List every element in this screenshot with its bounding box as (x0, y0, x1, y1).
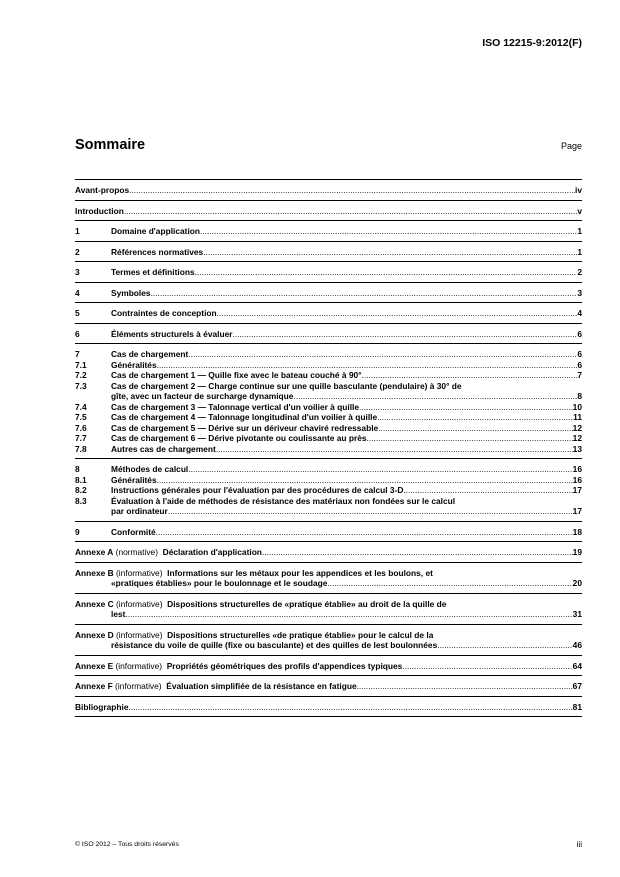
toc-entry-section-8[interactable] (75, 464, 582, 475)
toc-entry-text: Autres cas de chargement (111, 443, 216, 454)
toc-entry-page: 16 (572, 464, 582, 474)
toc-entry-text: Déclaration d'application (162, 547, 262, 557)
toc-entry-annex-d[interactable] (75, 630, 582, 651)
separator (75, 241, 582, 242)
toc-entry-section-2[interactable] (75, 247, 582, 258)
toc-entry-annex-a[interactable] (75, 547, 582, 558)
separator (75, 562, 582, 563)
toc-entry-text-line-2: lest (111, 609, 126, 619)
toc-entry-number: 1 (75, 226, 80, 236)
toc-entry-number: 4 (75, 287, 80, 298)
annex-label: Annexe C (75, 598, 114, 609)
toc-entry-number: 8.2 (75, 485, 87, 495)
separator (75, 655, 582, 656)
toc-entry-section-7-1[interactable] (75, 360, 582, 371)
annex-kind: (informative) (115, 567, 163, 578)
toc-entry-section-8-1[interactable] (75, 475, 582, 486)
annex-label: Annexe D (75, 629, 114, 640)
toc-entry-section-6[interactable] (75, 329, 582, 340)
separator (75, 282, 582, 283)
toc-entry-annex-b[interactable] (75, 568, 582, 589)
toc-entry-text: Contraintes de conception (111, 308, 217, 318)
toc-entry-number: 7.1 (75, 359, 87, 370)
toc-entry-text-line-2: par ordinateur (111, 506, 168, 516)
separator (75, 323, 582, 324)
separator (75, 302, 582, 303)
toc-entry-number: 7.2 (75, 370, 87, 380)
toc-entry-text: Instructions générales pour l'évaluation par des procédures de calcul 3-D (111, 485, 404, 495)
toc-entry-page: 2 (577, 267, 582, 277)
separator (75, 200, 582, 201)
toc-entry-page: 16 (572, 474, 582, 485)
toc-entry-page: 1 (577, 246, 582, 257)
toc-entry-page: 12 (572, 422, 582, 433)
toc-entry-text: Conformité (111, 526, 156, 537)
document-id: ISO 12215-9:2012(F) (482, 37, 582, 49)
toc-entry-section-7[interactable] (75, 349, 582, 360)
toc-entry-number: 3 (75, 267, 80, 277)
toc-entry-page: 8 (577, 391, 582, 401)
toc-entry-section-7-8[interactable] (75, 444, 582, 455)
toc-entry-page: 10 (572, 401, 582, 412)
toc-entry-text: Symboles (111, 287, 151, 298)
toc-entry-page: 64 (572, 660, 582, 671)
toc-entry-section-4[interactable] (75, 288, 582, 299)
annex-label: Annexe A (75, 547, 114, 557)
toc-entry-section-3[interactable] (75, 267, 582, 278)
toc-entry-text: Évaluation simplifiée de la résistance en fatigue (166, 681, 357, 691)
toc-entry-text: Domaine d'application (111, 226, 201, 236)
toc-entry-page: 6 (577, 349, 582, 359)
toc-entry-text-line-1: Cas de chargement 2 — Charge continue sur une quille basculante (pendulaire) à 30° de (111, 380, 462, 391)
toc-entry-text: Bibliographie (75, 701, 129, 712)
toc-entry-number: 7 (75, 349, 80, 359)
toc-entry-text-line-1: Dispositions structurelles «de pratique établie» pour le calcul de la (167, 629, 434, 640)
toc-entry-annex-f[interactable] (75, 681, 582, 692)
toc-entry-text-line-1: Dispositions structurelles de «pratique établie» au droit de la quille de (167, 598, 447, 609)
annex-label: Annexe E (75, 660, 114, 671)
toc-entry-text: Cas de chargement 6 — Dérive pivotante ou coulissante au près (111, 433, 367, 443)
toc-entry-number: 7.6 (75, 422, 87, 433)
toc-entry-page: 31 (572, 609, 582, 619)
page-title: Sommaire (75, 137, 146, 153)
toc-entry-section-7-2[interactable] (75, 370, 582, 381)
toc-entry-page: 17 (572, 506, 582, 516)
toc-entry-page: 46 (572, 640, 582, 650)
separator (75, 541, 582, 542)
toc-entry-text-line-2: «pratiques établies» pour le boulonnage et le soudage (111, 578, 328, 588)
toc-entry-number: 7.8 (75, 443, 87, 454)
toc-entry-page: 11 (573, 412, 582, 422)
toc-entry-text: Méthodes de calcul (111, 464, 189, 474)
toc-entry-page: 20 (572, 578, 582, 588)
toc-entry-introduction[interactable] (75, 206, 582, 217)
annex-kind: (normative) (115, 547, 159, 557)
toc-entry-text: Termes et définitions (111, 267, 195, 277)
separator (75, 624, 582, 625)
separator (75, 220, 582, 221)
toc-entry-page: iv (575, 185, 582, 195)
toc-entry-number: 7.7 (75, 433, 87, 443)
toc-entry-number: 7.3 (75, 380, 87, 391)
toc-entry-text: Cas de chargement 4 — Talonnage longitudinal d'un voilier à quille (111, 412, 378, 422)
toc-entry-page: v (577, 205, 582, 216)
annex-kind: (informative) (115, 681, 162, 691)
toc-entry-page: 4 (577, 308, 582, 318)
footer-copyright: © ISO 2012 – Tous droits réservés (75, 841, 179, 848)
separator (75, 716, 582, 717)
toc-entry-text-line-1: Évaluation à l'aide de méthodes de résistance des matériaux non fondées sur le calcul (111, 495, 456, 506)
toc-entry-number: 6 (75, 328, 80, 339)
toc-entry-section-8-2[interactable] (75, 485, 582, 496)
toc-entry-page: 12 (572, 433, 582, 443)
toc-entry-number: 8.3 (75, 495, 87, 506)
separator (75, 261, 582, 262)
table-of-contents (75, 175, 582, 722)
toc-entry-section-1[interactable] (75, 226, 582, 237)
toc-entry-text: Avant-propos (75, 185, 130, 195)
toc-entry-number: 9 (75, 526, 80, 537)
toc-entry-number: 5 (75, 308, 80, 318)
footer-page-number: iii (576, 840, 582, 849)
toc-entry-section-7-5[interactable] (75, 412, 582, 423)
toc-entry-page: 3 (577, 287, 582, 298)
toc-entry-section-7-6[interactable] (75, 423, 582, 434)
toc-entry-annex-e[interactable] (75, 661, 582, 672)
toc-entry-annex-c[interactable] (75, 599, 582, 620)
toc-entry-page: 13 (572, 443, 582, 454)
toc-entry-text: Introduction (75, 205, 124, 216)
toc-entry-text: Éléments structurels à évaluer (111, 328, 233, 339)
separator (75, 521, 582, 522)
toc-entry-section-7-7[interactable] (75, 433, 582, 444)
toc-entry-number: 8 (75, 464, 80, 474)
toc-entry-text: Cas de chargement 3 — Talonnage vertical d'un voilier à quille (111, 401, 360, 412)
annex-label: Annexe F (75, 681, 113, 691)
toc-entry-page: 19 (572, 547, 582, 557)
toc-entry-section-7-3[interactable] (75, 381, 582, 402)
toc-entry-text: Cas de chargement (111, 349, 189, 359)
toc-entry-text: Généralités (111, 359, 157, 370)
toc-entry-number: 7.5 (75, 412, 87, 422)
separator (75, 675, 582, 676)
toc-entry-page: 6 (577, 328, 582, 339)
toc-entry-page: 17 (572, 485, 582, 495)
toc-entry-text: Propriétés géométriques des profils d'appendices typiques (166, 660, 403, 671)
toc-entry-number: 8.1 (75, 474, 87, 485)
toc-entry-text-line-1: Informations sur les métaux pour les appendices et les boulons, et (167, 567, 433, 578)
toc-entry-section-5[interactable] (75, 308, 582, 319)
toc-entry-number: 2 (75, 246, 80, 257)
separator (75, 343, 582, 344)
toc-entry-page: 18 (572, 526, 582, 537)
separator (75, 696, 582, 697)
toc-entry-page: 6 (577, 359, 582, 370)
toc-entry-section-8-3[interactable] (75, 496, 582, 517)
annex-kind: (informative) (115, 598, 163, 609)
page-column-label: Page (560, 141, 582, 151)
toc-entry-page: 7 (577, 370, 582, 380)
separator (75, 593, 582, 594)
toc-entry-avant-propos[interactable] (75, 185, 582, 196)
toc-entry-text: Généralités (111, 474, 157, 485)
toc-entry-section-7-4[interactable] (75, 402, 582, 413)
toc-entry-text: Cas de chargement 1 — Quille fixe avec le bateau couché à 90° (111, 370, 362, 380)
toc-entry-page: 1 (577, 226, 582, 236)
annex-kind: (informative) (115, 660, 163, 671)
toc-entry-section-9[interactable] (75, 527, 582, 538)
toc-entry-bibliographie[interactable] (75, 702, 582, 713)
annex-kind: (informative) (115, 629, 163, 640)
annex-label: Annexe B (75, 567, 114, 578)
toc-entry-number: 7.4 (75, 401, 87, 412)
separator (75, 458, 582, 459)
toc-entry-text-line-2: résistance du voile de quille (fixe ou basculante) et des quilles de lest boulonnées (111, 640, 438, 650)
toc-entry-page: 67 (572, 681, 582, 691)
toc-entry-text: Références normatives (111, 246, 204, 257)
toc-entry-text-line-2: gîte, avec un facteur de surcharge dynamique (111, 391, 294, 401)
toc-entry-text: Cas de chargement 5 — Dérive sur un dériveur chaviré redressable (111, 422, 379, 433)
separator (75, 179, 582, 180)
toc-entry-page: 81 (572, 701, 582, 712)
